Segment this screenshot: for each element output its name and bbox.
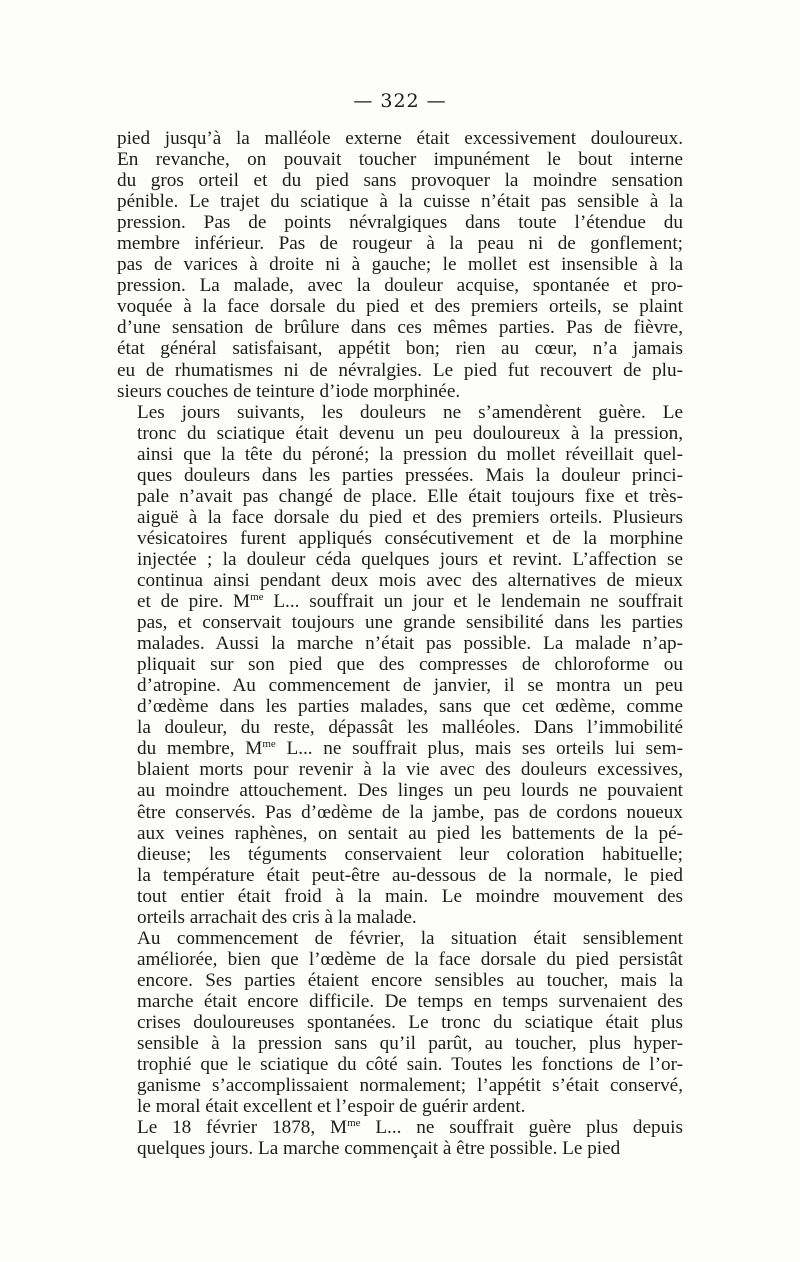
text-line: du membre, $M^{me}$ L... ne souffrait plus, mais ses orteils lui sem-	[137, 738, 683, 760]
text-line: orteils arrachait des cris à la malade.	[137, 906, 417, 928]
text-line: continua ainsi pendant deux mois avec des alternatives de mieux	[137, 569, 683, 591]
text-line: pale n’avait pas changé de place. Elle était toujours fixe et très-	[137, 485, 683, 507]
text-line: la température était peut-être au-dessous de la normale, le pied	[137, 864, 683, 886]
text-line: tronc du sciatique était devenu un peu douloureux à la pression,	[137, 422, 683, 444]
text-line: au moindre attouchement. Des linges un peu lourds ne pouvaient	[137, 780, 683, 802]
text-line: être conservés. Pas d’œdème de la jambe, pas de cordons noueux	[137, 801, 683, 823]
text-line: ainsi que la tête du péroné; la pression du mollet réveillait quel-	[137, 443, 683, 465]
page-number: — 322 —	[353, 90, 447, 112]
text-line: crises douloureuses spontanées. Le tronc du sciatique était plus	[137, 1011, 683, 1033]
text-line: pas de varices à droite ni à gauche; le mollet est insensible à la	[117, 254, 683, 276]
text-line: marche était encore difficile. De temps en temps survenaient des	[137, 990, 683, 1012]
paragraph	[117, 402, 683, 928]
text-line: quelques jours. La marche commençait à être possible. Le pied	[137, 1138, 621, 1160]
text-line: aiguë à la face dorsale du pied et des premiers orteils. Plusieurs	[137, 506, 683, 528]
body-text	[117, 128, 683, 1159]
text-line: d’œdème dans les parties malades, sans que cet œdème, comme	[137, 696, 683, 718]
paragraph	[117, 128, 683, 402]
text-line: tout entier était froid à la main. Le moindre mouvement des	[137, 885, 683, 907]
text-line: En revanche, on pouvait toucher impunément le bout interne	[117, 149, 683, 171]
text-line: sensible à la pression sans qu’il parût, au toucher, plus hyper-	[137, 1033, 683, 1055]
text-line: ganisme s’accomplissaient normalement; l’appétit s’était conservé,	[137, 1075, 683, 1097]
text-line: et de pire. $M^{me}$ L... souffrait un jour et le lendemain ne souffrait	[137, 591, 683, 613]
text-line: Les jours suivants, les douleurs ne s’amendèrent guère. Le	[137, 401, 683, 423]
text-line: pénible. Le trajet du sciatique à la cuisse n’était pas sensible à la	[117, 191, 683, 213]
text-line: pliquait sur son pied que des compresses de chloroforme ou	[137, 654, 683, 676]
text-line: ques douleurs dans les parties pressées. Mais la douleur princi-	[137, 464, 683, 486]
text-line: Le 18 février 1878, $M^{me}$ L... ne souffrait guère plus depuis	[137, 1117, 683, 1139]
text-line: trophié que le sciatique du côté sain. Toutes les fonctions de l’or-	[137, 1054, 683, 1076]
text-line: pas, et conservait toujours une grande sensibilité dans les parties	[137, 612, 683, 634]
text-line: dieuse; les téguments conservaient leur coloration habituelle;	[137, 843, 683, 865]
text-line: injectée ; la douleur céda quelques jours et revint. L’affection se	[137, 548, 683, 570]
text-line: malades. Aussi la marche n’était pas possible. La malade n’ap-	[137, 633, 683, 655]
text-line: améliorée, bien que l’œdème de la face dorsale du pied persistât	[137, 948, 683, 970]
paragraph	[117, 928, 683, 1117]
text-line: pied jusqu’à la malléole externe était excessivement douloureux.	[117, 128, 683, 149]
text-line: d’atropine. Au commencement de janvier, il se montra un peu	[137, 675, 683, 697]
text-line: eu de rhumatismes ni de névralgies. Le pied fut recouvert de plu-	[117, 359, 683, 381]
text-line: la douleur, du reste, dépassât les malléoles. Dans l’immobilité	[137, 717, 683, 739]
text-line: Au commencement de février, la situation était sensiblement	[137, 927, 683, 949]
text-line: pression. La malade, avec la douleur acquise, spontanée et pro-	[117, 275, 683, 297]
text-line: état général satisfaisant, appétit bon; rien au cœur, n’a jamais	[117, 338, 683, 360]
text-line: pression. Pas de points névralgiques dans toute l’étendue du	[117, 212, 683, 234]
paragraph	[117, 1117, 683, 1159]
text-line: le moral était excellent et l’espoir de guérir ardent.	[137, 1096, 526, 1118]
text-line: du gros orteil et du pied sans provoquer la moindre sensation	[117, 170, 683, 192]
text-line: vésicatoires furent appliqués consécutivement et de la morphine	[137, 527, 683, 549]
text-line: membre inférieur. Pas de rougeur à la peau ni de gonflement;	[117, 233, 683, 255]
text-line: voquée à la face dorsale du pied et des premiers orteils, se plaint	[117, 296, 683, 318]
text-line: sieurs couches de teinture d’iode morphinée.	[117, 380, 461, 402]
text-line: blaient morts pour revenir à la vie avec des douleurs excessives,	[137, 759, 683, 781]
text-line: encore. Ses parties étaient encore sensibles au toucher, mais la	[137, 969, 683, 991]
text-line: aux veines raphènes, on sentait au pied les battements de la pé-	[137, 822, 683, 844]
text-line: d’une sensation de brûlure dans ces mêmes parties. Pas de fièvre,	[117, 317, 683, 339]
